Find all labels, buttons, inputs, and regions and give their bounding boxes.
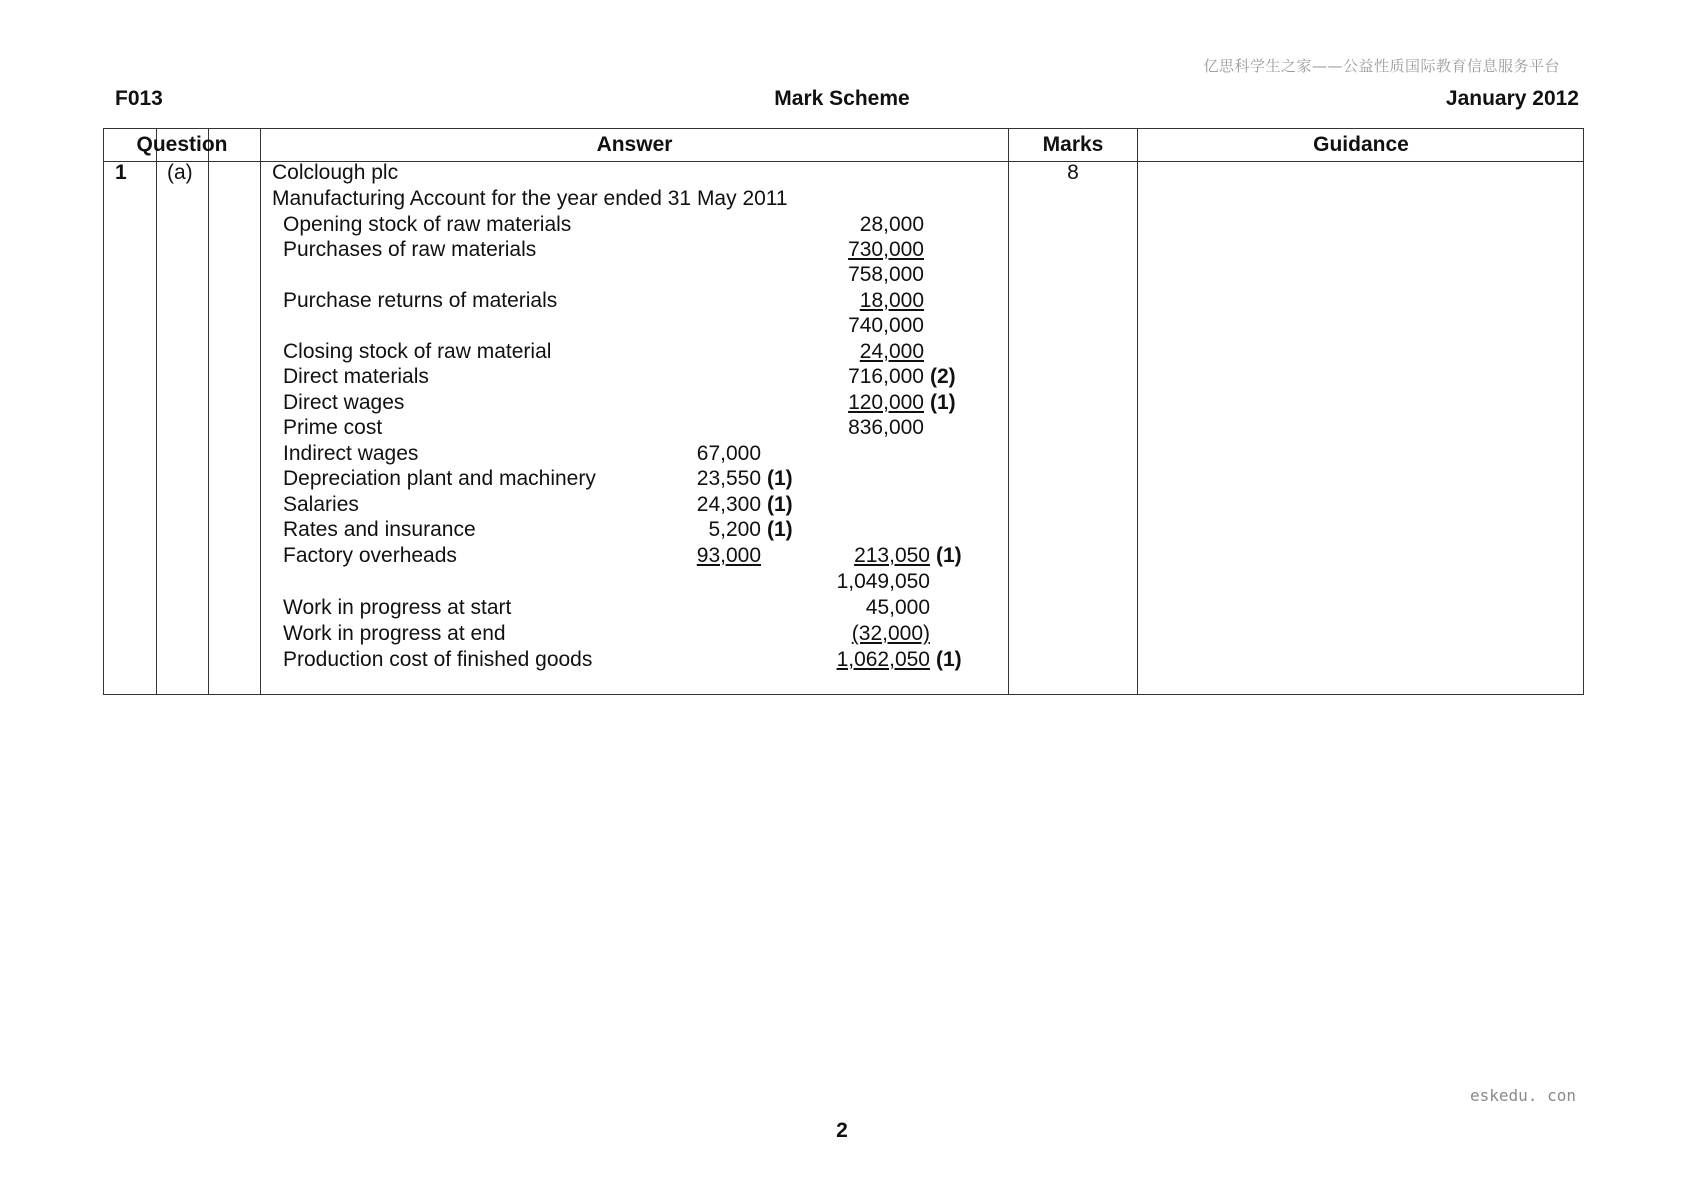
question-number: 1 [115, 161, 127, 184]
mark-allocation: (1) [936, 544, 962, 567]
exam-date: January 2012 [1445, 87, 1579, 110]
line-label: Salaries [283, 493, 359, 516]
header-watermark: 亿思科学生之家——公益性质国际教育信息服务平台 [1203, 57, 1560, 75]
subtotal-value: 67,000 [696, 442, 761, 465]
footer-watermark: eskedu. con [1470, 1086, 1576, 1105]
total-value: 758,000 [848, 263, 924, 286]
document-title: Mark Scheme [774, 87, 910, 110]
line-label: Work in progress at end [283, 622, 506, 645]
total-value: 716,000 [848, 365, 924, 388]
total-value: 836,000 [848, 416, 924, 439]
table-divider [1008, 129, 1009, 694]
table-divider [260, 129, 261, 694]
total-value: 18,000 [859, 289, 924, 312]
paper-code: F013 [115, 87, 163, 110]
line-label: Indirect wages [283, 442, 419, 465]
line-label: Purchase returns of materials [283, 289, 558, 312]
subtotal-value: 24,300 [696, 493, 761, 516]
mark-allocation: (2) [930, 365, 956, 388]
line-label: Work in progress at start [283, 596, 512, 619]
line-label: Direct materials [283, 365, 429, 388]
total-value: 740,000 [848, 314, 924, 337]
total-value: 1,062,050 [836, 648, 930, 671]
table-divider [1137, 129, 1138, 694]
total-value: 120,000 [848, 391, 924, 414]
column-header-question: Question [136, 133, 228, 156]
column-header-answer: Answer [596, 133, 673, 156]
question-part: (a) [167, 161, 193, 184]
total-value: 45,000 [865, 596, 930, 619]
line-label: Opening stock of raw materials [283, 213, 572, 236]
line-label: Prime cost [283, 416, 383, 439]
company-name: Colclough plc [272, 161, 399, 184]
subtotal-value: 93,000 [696, 544, 761, 567]
page-number: 2 [836, 1119, 848, 1142]
column-header-marks: Marks [1042, 133, 1104, 156]
total-value: 213,050 [854, 544, 930, 567]
total-value: 730,000 [848, 238, 924, 261]
line-label: Depreciation plant and machinery [283, 467, 596, 490]
mark-allocation: (1) [936, 648, 962, 671]
mark-allocation: (1) [767, 493, 793, 516]
column-header-guidance: Guidance [1313, 133, 1409, 156]
marks-value: 8 [1067, 161, 1079, 184]
mark-allocation: (1) [767, 518, 793, 541]
subtotal-value: 5,200 [708, 518, 761, 541]
total-value: 24,000 [859, 340, 924, 363]
line-label: Direct wages [283, 391, 405, 414]
total-value: 28,000 [859, 213, 924, 236]
table-divider [208, 129, 209, 694]
line-label: Rates and insurance [283, 518, 476, 541]
table-divider [156, 129, 157, 694]
line-label: Purchases of raw materials [283, 238, 537, 261]
mark-scheme-table [103, 128, 1584, 695]
total-value: 1,049,050 [836, 570, 930, 593]
account-title: Manufacturing Account for the year ended 31 May 2011 [272, 187, 788, 210]
mark-allocation: (1) [930, 391, 956, 414]
line-label: Closing stock of raw material [283, 340, 552, 363]
line-label: Factory overheads [283, 544, 457, 567]
mark-allocation: (1) [767, 467, 793, 490]
subtotal-value: 23,550 [696, 467, 761, 490]
line-label: Production cost of finished goods [283, 648, 593, 671]
total-value: (32,000) [851, 622, 930, 645]
